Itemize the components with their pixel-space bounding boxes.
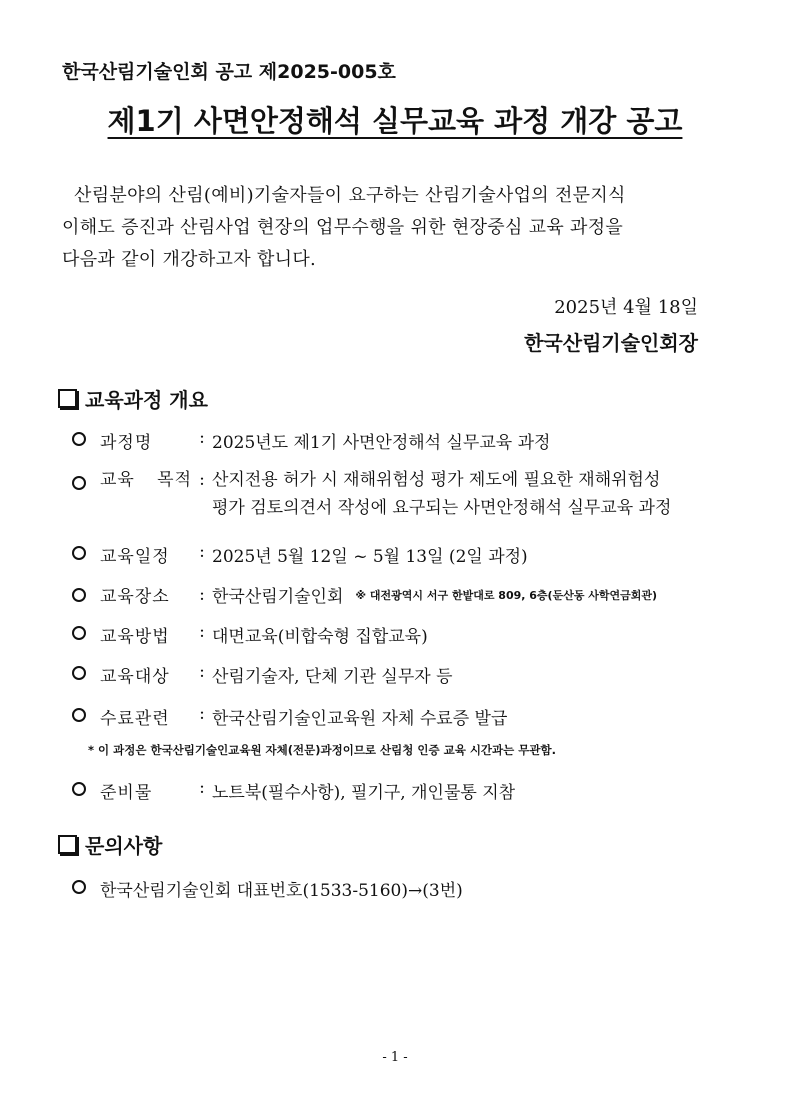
notice-number: 한국산림기술인회 공고 제2025-005호 xyxy=(62,61,396,83)
item-value: 노트북(필수사항), 필기구, 개인물통 지참 xyxy=(212,783,516,803)
item-separator: : xyxy=(199,584,205,605)
section-heading-overview xyxy=(58,384,208,413)
item-label: 수료관련 xyxy=(100,709,170,729)
completion-footnote: * 이 과정은 한국산림기술인교육원 자체(전문)과정이므로 산림청 인증 교육 시간과는 무관함. xyxy=(88,743,556,757)
item-separator: : xyxy=(199,662,205,682)
overview-item-completion xyxy=(72,704,507,729)
circle-bullet-icon xyxy=(72,666,86,680)
section-heading-overview-text: 교육과정 개요 xyxy=(85,388,208,412)
item-separator: : xyxy=(199,704,205,724)
item-value: 한국산림기술인교육원 자체 수료증 발급 xyxy=(212,709,508,729)
item-value: 2025년 5월 12일 ~ 5월 13일 (2일 과정) xyxy=(212,547,528,567)
circle-bullet-icon xyxy=(72,476,86,490)
overview-item-supplies xyxy=(72,778,515,803)
circle-bullet-icon xyxy=(72,432,86,446)
intro-line-1 xyxy=(62,181,626,207)
circle-bullet-icon xyxy=(72,708,86,722)
issue-date: 2025년 4월 18일 xyxy=(554,297,698,318)
overview-item-schedule xyxy=(72,542,528,567)
overview-item-purpose xyxy=(72,466,671,522)
intro-line-2: 이해도 증진과 산림사업 현장의 업무수행을 위한 현장중심 교육 과정을 xyxy=(62,217,624,238)
item-label: 과정명 xyxy=(100,433,153,453)
document-title-text: 제1기 사면안정해석 실무교육 과정 개강 공고 xyxy=(107,104,683,138)
checkbox-square-icon xyxy=(58,389,77,408)
item-label: 준비물 xyxy=(100,783,153,803)
inquiry-contact-item xyxy=(72,876,463,901)
item-separator: : xyxy=(199,542,205,562)
overview-item-target xyxy=(72,662,453,687)
inquiry-contact-text: 한국산림기술인회 대표번호(1533-5160)→(3번) xyxy=(100,881,463,901)
document-title xyxy=(0,99,790,140)
item-value-block xyxy=(212,466,671,522)
issuer-name: 한국산림기술인회장 xyxy=(524,331,698,355)
item-label: 교육일정 xyxy=(100,547,170,567)
circle-bullet-icon xyxy=(72,588,86,602)
intro-text-1: 산림분야의 산림(예비)기술자들이 요구하는 산림기술사업의 전문지식 xyxy=(74,185,626,206)
circle-bullet-icon xyxy=(72,626,86,640)
item-label: 교육대상 xyxy=(100,667,170,687)
page-number: - 1 - xyxy=(382,1050,408,1065)
item-separator: : xyxy=(199,778,205,798)
overview-item-course-name xyxy=(72,428,550,453)
item-label: 교육장소 xyxy=(100,587,170,607)
section-heading-inquiry-text: 문의사항 xyxy=(85,834,163,858)
item-label: 교육방법 xyxy=(100,627,170,647)
section-heading-inquiry xyxy=(58,830,162,859)
item-separator: : xyxy=(199,470,205,490)
address-note: ※ 대전광역시 서구 한밭대로 809, 6층(둔산동 사학연금회관) xyxy=(355,588,658,602)
item-value-line-1: 산지전용 허가 시 재해위험성 평가 제도에 필요한 재해위험성 xyxy=(212,470,661,490)
item-value-line-2: 평가 검토의견서 작성에 요구되는 사면안정해석 실무교육 과정 xyxy=(212,498,672,518)
circle-bullet-icon xyxy=(72,880,86,894)
intro-line-3: 다음과 같이 개강하고자 합니다. xyxy=(62,249,317,270)
item-value: 2025년도 제1기 사면안정해석 실무교육 과정 xyxy=(212,433,551,453)
overview-item-method xyxy=(72,622,428,647)
circle-bullet-icon xyxy=(72,782,86,796)
checkbox-square-icon xyxy=(58,835,77,854)
overview-item-location xyxy=(72,582,657,607)
item-value: 산림기술자, 단체 기관 실무자 등 xyxy=(212,667,453,687)
circle-bullet-icon xyxy=(72,546,86,560)
item-value: 대면교육(비합숙형 집합교육) xyxy=(212,627,428,647)
item-value: 한국산림기술인회 xyxy=(212,587,344,607)
item-separator: : xyxy=(199,622,205,642)
item-label: 교육 목적 xyxy=(100,470,192,490)
item-separator: : xyxy=(199,428,205,448)
